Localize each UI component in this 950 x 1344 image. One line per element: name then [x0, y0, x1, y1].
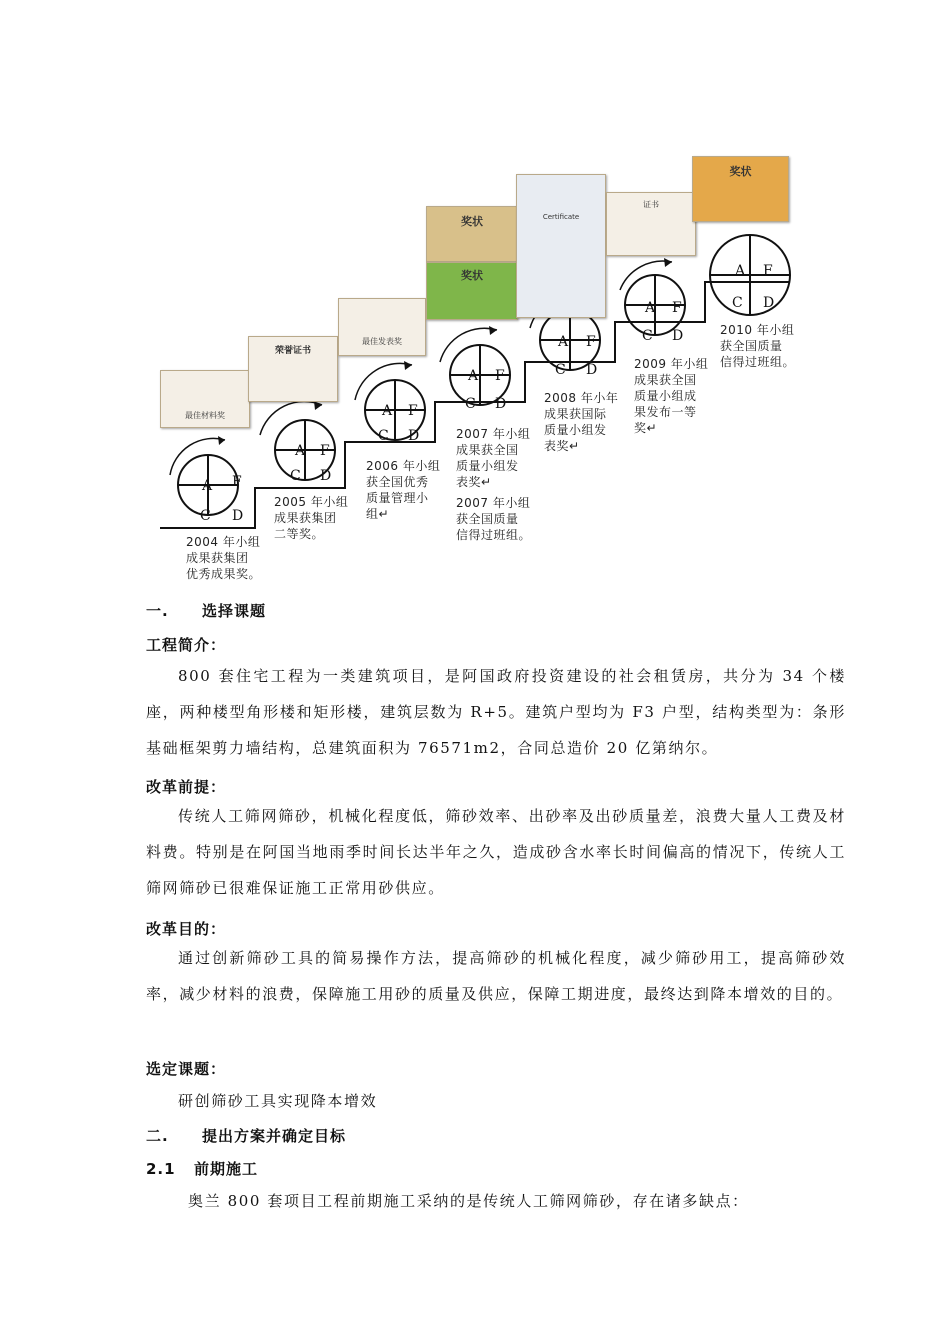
circle-letter: C	[378, 428, 389, 444]
section-title: 选择课题	[202, 602, 267, 620]
subsection-number: 2.1	[146, 1160, 176, 1178]
selected-topic-text: 研创筛砂工具实现降本增效	[178, 1092, 378, 1110]
certificate-image	[338, 298, 426, 356]
circle-letter: F	[586, 334, 596, 350]
circle-letter: A	[382, 403, 393, 419]
circle-letter: F	[320, 443, 330, 459]
circle-letter: D	[495, 396, 507, 412]
circle-letter: D	[672, 328, 684, 344]
circle-letter: C	[200, 508, 211, 524]
early-construction-text: 奥兰 800 套项目工程前期施工采纳的是传统人工筛网筛砂，存在诸多缺点：	[188, 1192, 749, 1210]
circle-letter: D	[763, 295, 775, 311]
certificate-image	[160, 370, 250, 428]
certificate-image	[692, 156, 789, 222]
awards-staircase-figure	[150, 150, 800, 590]
selected-topic-heading: 选定课题：	[146, 1060, 227, 1078]
certificate-title: Certificate	[542, 213, 580, 221]
award-caption-2010: 2010 年小组 获全国质量 信得过班组。	[720, 323, 796, 369]
pdca-circle-2010	[710, 235, 790, 315]
certificate-image	[516, 174, 606, 318]
reform-premise-heading: 改革前提：	[146, 778, 227, 796]
award-caption-2007-a: 2007 年小组 成果获全国 质量小组发 表奖↵	[456, 427, 531, 489]
circle-letter: F	[408, 403, 418, 419]
pdca-circle-2007	[440, 326, 510, 405]
section-title: 提出方案并确定目标	[202, 1127, 347, 1145]
circle-letter: C	[642, 328, 653, 344]
circle-letter: A	[735, 263, 746, 279]
project-intro-paragraph: 800 套住宅工程为一类建筑项目，是阿国政府投资建设的社会租赁房，共分为 34 个楼座，两种楼型角形楼和矩形楼，建筑层数为 R+5。建筑户型均为 F3 户型，结构类型为：条形基础框架剪力墙结构，总建筑面积为 76571m2，合同总造价 20 亿第纳尔。	[146, 667, 846, 757]
certificate-title: 荣誉证书	[274, 346, 311, 356]
certificate-title: 最佳材料奖	[185, 411, 225, 420]
certificate-image	[426, 262, 518, 320]
circle-letter: D	[408, 428, 420, 444]
circle-letter: F	[672, 300, 682, 316]
award-caption-2006: 2006 年小组 获全国优秀 质量管理小 组↵	[366, 459, 441, 521]
section-heading-2	[146, 1125, 346, 1146]
pdca-circle-2004	[170, 436, 238, 515]
award-caption-2007-b: 2007 年小组 获全国质量 信得过班组。	[456, 496, 532, 542]
certificate-title: 奖状	[461, 269, 483, 282]
award-caption-2008: 2008 年小年 成果获国际 质量小组发 表奖↵	[544, 391, 619, 453]
certificate-image	[606, 192, 696, 256]
award-caption-2005: 2005 年小组 成果获集团 二等奖。	[274, 495, 349, 541]
circle-letter: F	[495, 368, 505, 384]
section-number: 一.	[146, 602, 169, 620]
reform-purpose-heading: 改革目的：	[146, 920, 227, 938]
circle-letter: A	[202, 478, 213, 494]
pdca-circle-2009	[620, 258, 685, 335]
certificate-title: 奖状	[461, 215, 483, 228]
circle-letter: F	[763, 263, 773, 279]
certificate-title: 最佳发表奖	[362, 337, 402, 346]
circle-letter: A	[468, 368, 479, 384]
circle-letter: D	[232, 508, 244, 524]
circle-letter: F	[232, 474, 242, 490]
certificate-image	[248, 336, 338, 402]
section-heading-1	[146, 600, 266, 621]
subsection-heading-2-1	[146, 1158, 258, 1179]
circle-letter: C	[555, 362, 566, 378]
reform-purpose-paragraph: 通过创新筛砂工具的简易操作方法，提高筛砂的机械化程度，减少筛砂用工，提高筛砂效率，减少材料的浪费，保障施工用砂的质量及供应，保障工期进度，最终达到降本增效的目的。	[146, 949, 846, 1003]
certificate-title: 证书	[643, 200, 659, 209]
circle-letter: A	[558, 334, 569, 350]
section-number: 二.	[146, 1127, 169, 1145]
circle-letter: C	[290, 468, 301, 484]
reform-premise-paragraph: 传统人工筛网筛砂，机械化程度低，筛砂效率、出砂率及出砂质量差，浪费大量人工费及材料费。特别是在阿国当地雨季时间长达半年之久，造成砂含水率长时间偏高的情况下，传统人工筛网筛砂已很难保证施工正常用砂供应。	[146, 807, 846, 897]
circle-letter: A	[295, 443, 306, 459]
award-caption-2009: 2009 年小组 成果获全国 质量小组成 果发布一等 奖↵	[634, 357, 709, 435]
circle-letter: D	[320, 468, 332, 484]
certificate-image	[426, 206, 518, 262]
circle-letter: C	[465, 396, 476, 412]
award-caption-2004: 2004 年小组 成果获集团 优秀成果奖。	[186, 535, 262, 581]
circle-letter: D	[586, 362, 598, 378]
subsection-title: 前期施工	[194, 1160, 259, 1178]
circle-letter: C	[732, 295, 743, 311]
circle-letter: A	[645, 300, 656, 316]
certificate-title: 奖状	[729, 165, 752, 178]
project-intro-heading: 工程简介：	[146, 636, 227, 654]
